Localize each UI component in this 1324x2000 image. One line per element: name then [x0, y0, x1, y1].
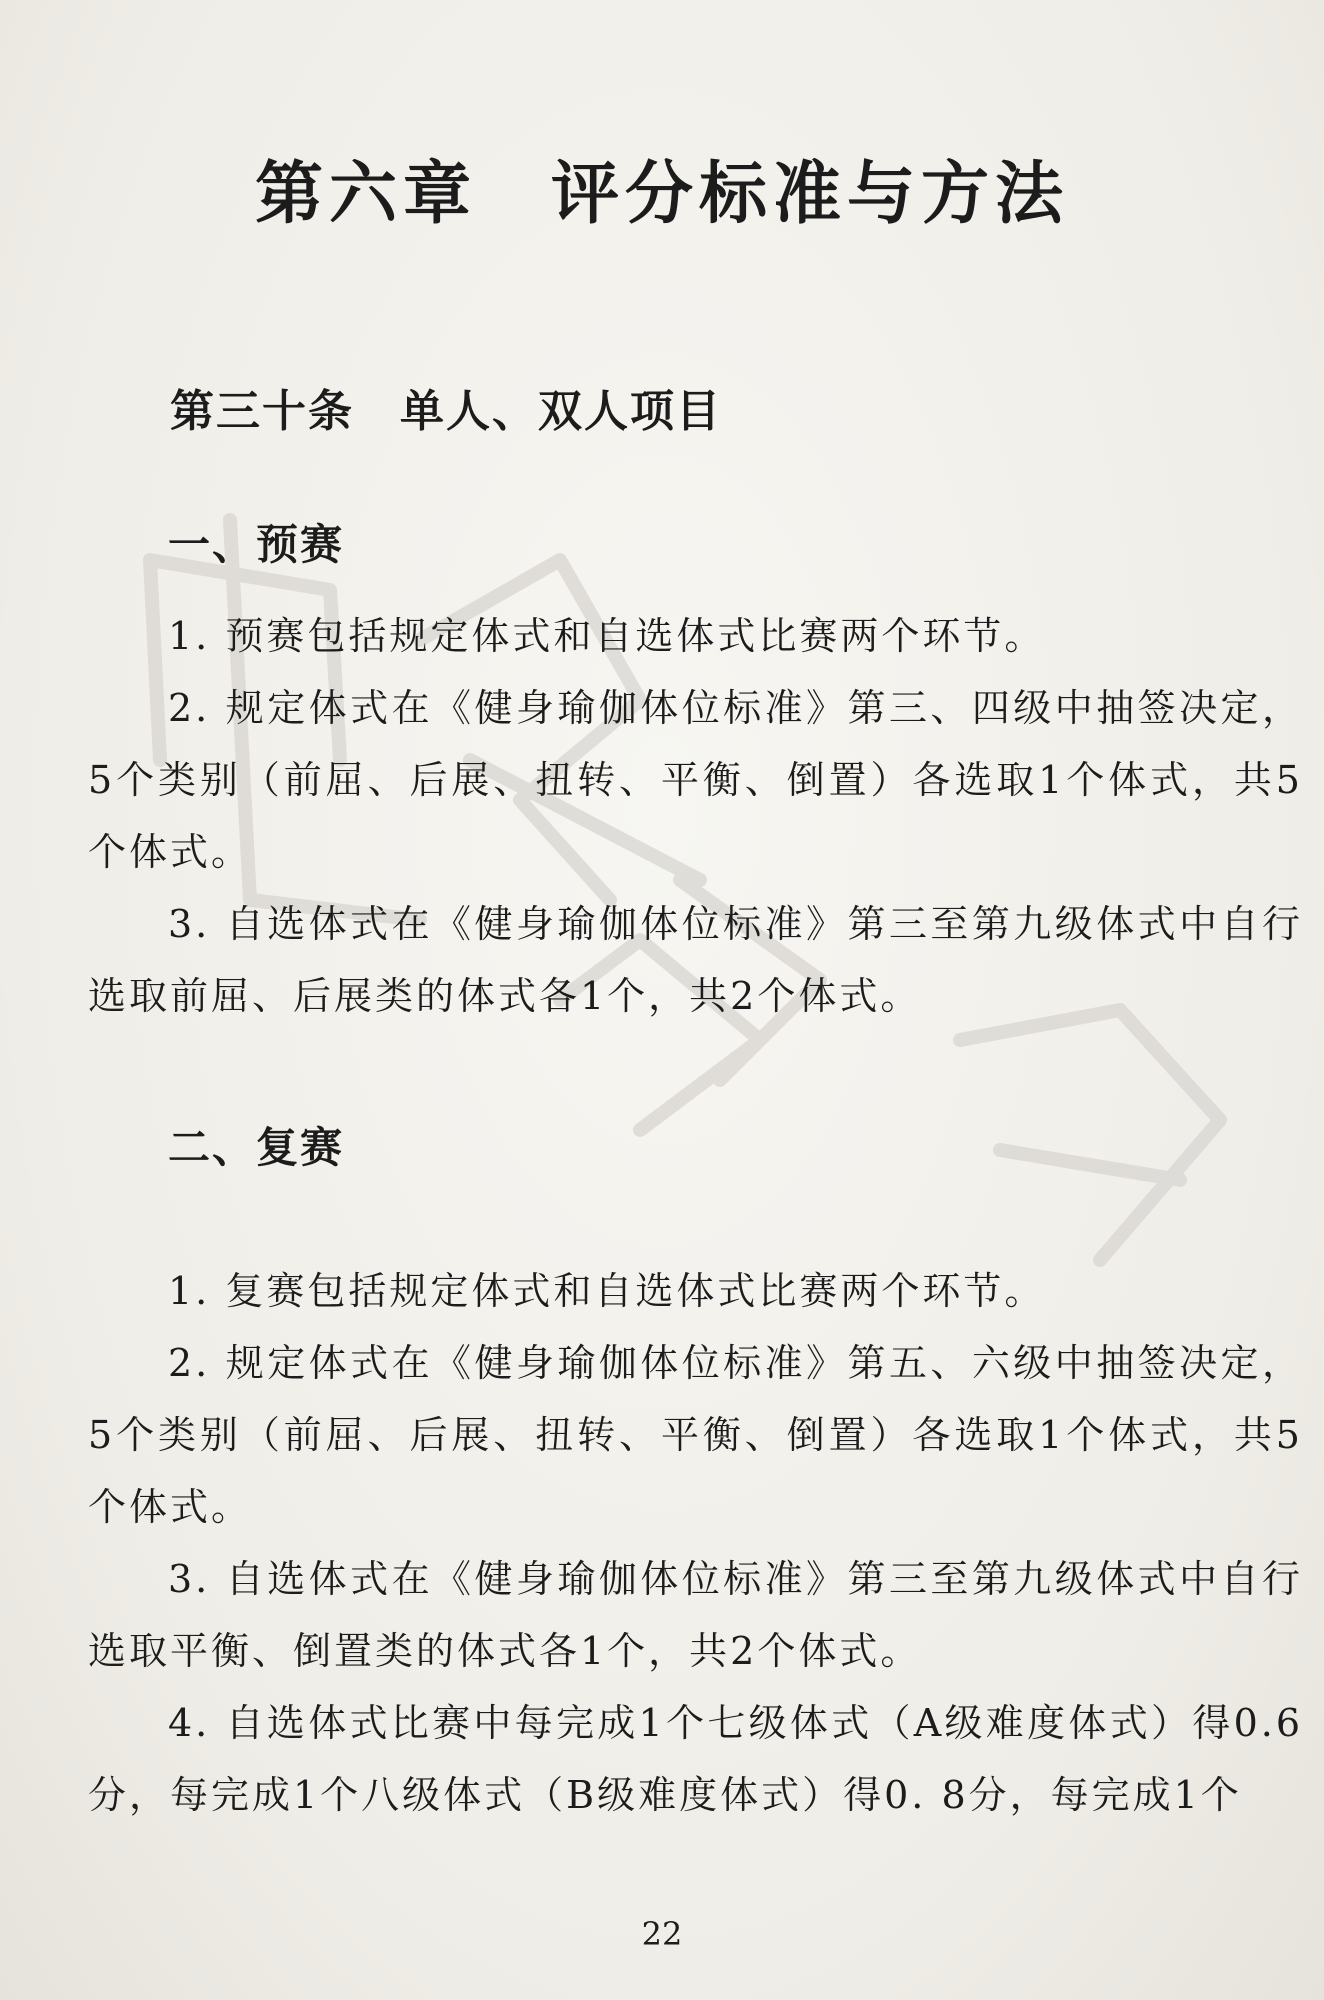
article-title: 第三十条 单人、双人项目 [170, 386, 722, 437]
paragraph-preliminary-1: 1. 预赛包括规定体式和自选体式比赛两个环节。 [168, 614, 1046, 658]
paragraph-semifinal-2: 2. 规定体式在《健身瑜伽体位标准》第五、六级中抽签决定，5个类别（前屈、后展、扭转、平衡、倒置）各选取1个体式，共5个体式。 [88, 1341, 1303, 1529]
paragraph-preliminary-3: 3. 自选体式在《健身瑜伽体位标准》第三至第九级体式中自行选取前屈、后展类的体式各1个，共2个体式。 [88, 902, 1303, 1018]
page-number: 22 [641, 1915, 683, 1953]
paragraph-semifinal-3: 3. 自选体式在《健身瑜伽体位标准》第三至第九级体式中自行选取平衡、倒置类的体式各1个，共2个体式。 [88, 1557, 1303, 1673]
section-heading-preliminary: 一、预赛 [168, 520, 345, 569]
paragraph-semifinal-1: 1. 复赛包括规定体式和自选体式比赛两个环节。 [168, 1269, 1046, 1313]
chapter-title: 第六章 评分标准与方法 [254, 155, 1069, 234]
paragraph-preliminary-2: 2. 规定体式在《健身瑜伽体位标准》第三、四级中抽签决定，5个类别（前屈、后展、扭转、平衡、倒置）各选取1个体式，共5个体式。 [88, 686, 1303, 874]
section-heading-semifinal: 二、复赛 [168, 1123, 345, 1172]
paragraph-semifinal-4: 4. 自选体式比赛中每完成1个七级体式（A级难度体式）得0.6分，每完成1个八级体式（B级难度体式）得0. 8分，每完成1个 [88, 1701, 1303, 1817]
